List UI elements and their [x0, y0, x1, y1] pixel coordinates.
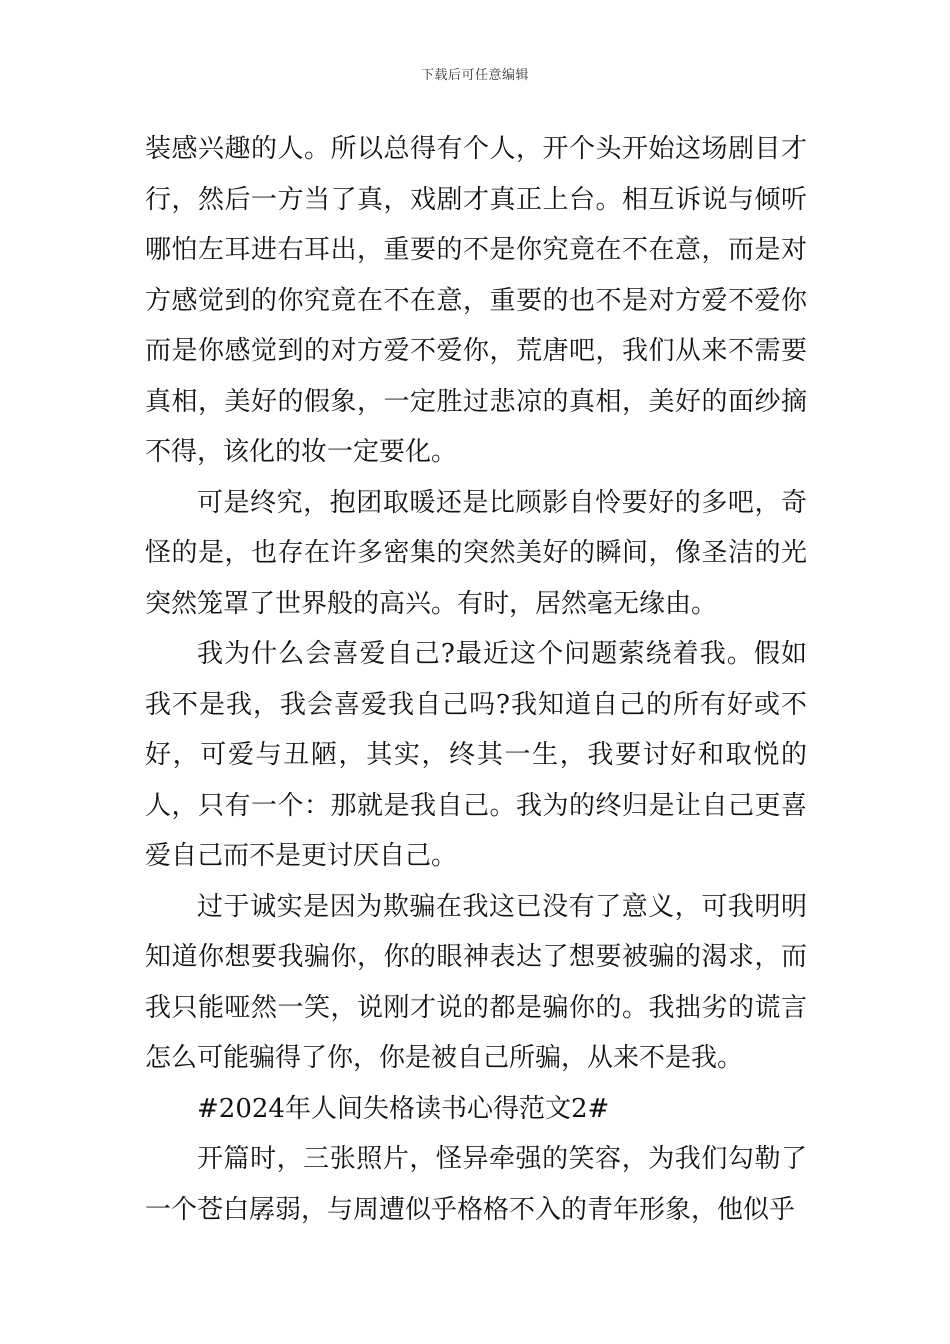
section-heading: #2024年人间失格读书心得范文2#: [197, 1093, 610, 1124]
page-header-note: 下载后可任意编辑: [420, 68, 529, 83]
paragraph: 我为什么会喜爱自己?最近这个问题萦绕着我。假如我不是我，我会喜爱我自己吗?我知道自己的所有好或不好，可爱与丑陋，其实，终其一生，我要讨好和取悦的人，只有一个：那就是我自己。我为的终归是让自己更喜爱自己而不是更讨厌自己。: [145, 639, 807, 871]
paragraph: 开篇时，三张照片，怪异牵强的笑容，为我们勾勒了一个苍白孱弱，与周遭似乎格格不入的青年形象，他似乎: [145, 1144, 807, 1225]
document-body: [145, 124, 807, 1235]
paragraph: 可是终究，抱团取暖还是比顾影自怜要好的多吧，奇怪的是，也存在许多密集的突然美好的瞬间，像圣洁的光突然笼罩了世界般的高兴。有时，居然毫无缘由。: [145, 487, 807, 619]
paragraph: 过于诚实是因为欺骗在我这已没有了意义，可我明明知道你想要我骗你，你的眼神表达了想要被骗的渴求，而我只能哑然一笑，说刚才说的都是骗你的。我拙劣的谎言怎么可能骗得了你，你是被自己所骗，从来不是我。: [145, 891, 807, 1073]
paragraph-continuation: 装感兴趣的人。所以总得有个人，开个头开始这场剧目才行，然后一方当了真，戏剧才真正上台。相互诉说与倾听哪怕左耳进右耳出，重要的不是你究竟在不在意，而是对方感觉到的你究竟在不在意，重要的也不是对方爱不爱你而是你感觉到的对方爱不爱你，荒唐吧，我们从来不需要真相，美好的假象，一定胜过悲凉的真相，美好的面纱摘不得，该化的妆一定要化。: [145, 134, 807, 467]
